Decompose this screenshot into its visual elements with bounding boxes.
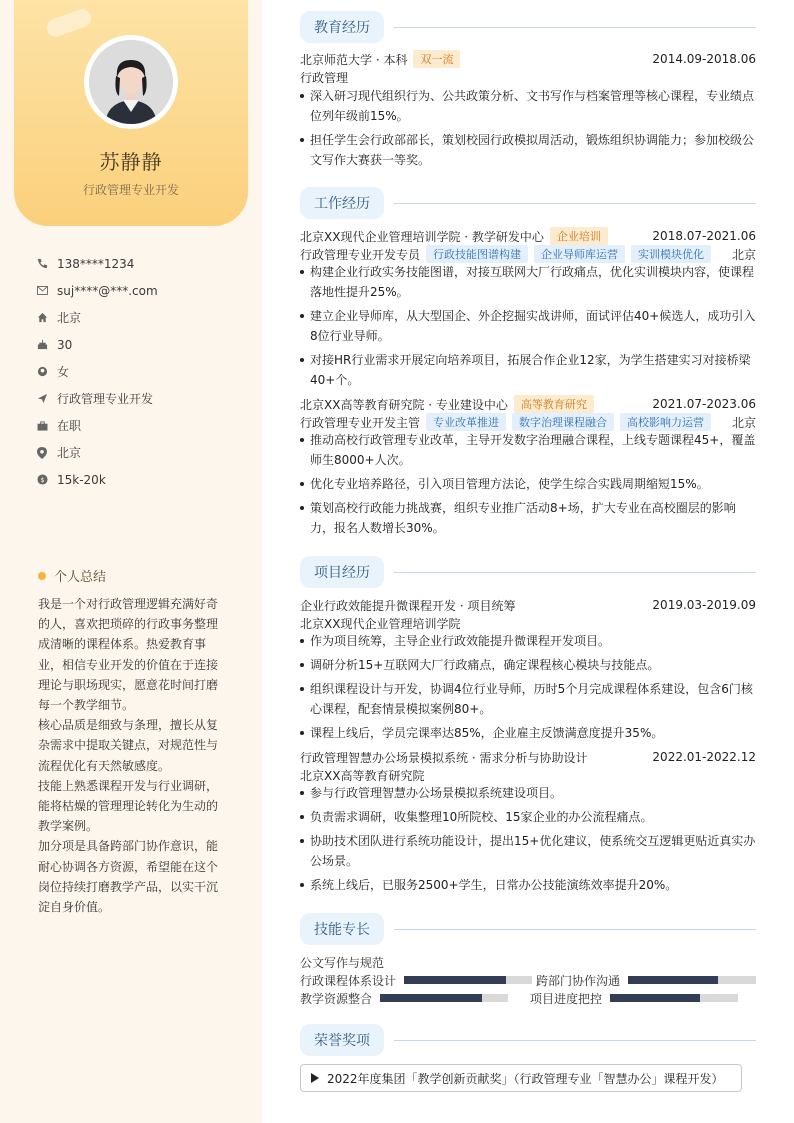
project-org: 北京XX高等教育研究院 bbox=[300, 768, 425, 783]
list-item: 调研分析15+互联网大厂行政痛点，确定课程核心模块与技能点。 bbox=[300, 656, 756, 676]
list-item: 建立企业导师库，从大型国企、外企挖掘实战讲师，面试评估40+候选人，成功引入8位行业导师。 bbox=[300, 307, 756, 346]
sidebar bbox=[0, 0, 262, 1123]
job-position: 行政管理专业开发主管 专业改革推进 数字治理课程融合 高校影响力运营 北京 bbox=[300, 413, 756, 431]
education-major: 行政管理 bbox=[300, 70, 349, 85]
skill-plain: 公文写作与规范 bbox=[300, 955, 385, 970]
list-item: 课程上线后，学员完课率达85%，企业雇主反馈满意度提升35%。 bbox=[300, 724, 756, 744]
project-header: 行政管理智慧办公场景模拟系统 · 需求分析与协助设计 2022.01-2022.12 bbox=[300, 750, 756, 765]
section-work: 工作经历 bbox=[300, 187, 756, 219]
list-item: 策划高校行政能力挑战赛，组织专业推广活动8+场，扩大专业在高校圈层的影响力，报名人数增长30%。 bbox=[300, 499, 756, 538]
summary-heading: 个人总结 bbox=[38, 566, 106, 585]
bullet-dot-icon bbox=[38, 572, 46, 580]
summary-text: 我是一个对行政管理逻辑充满好奇的人，喜欢把琐碎的行政事务整理成清晰的课程体系。热爱教育事业，相信专业开发的价值在于连接理论与职场现实，愿意花时间打磨每一个教学细节。 核心品质是细致与条理，擅长从复杂需求中提取关键点，对规范性与流程优化有天然敏感度。 技能上熟悉课程开发与行业调研，能将枯燥的管理理论转化为生动的教学案例。 加分项是具备跨部门协作意识，能耐心协调各方资源，希望能在这个岗位持续打磨教学产品，以实干沉淀自身价值。 bbox=[38, 597, 219, 915]
job-header: 北京XX高等教育研究院 · 专业建设中心 高等教育研究 2021.07-2023.06 bbox=[300, 397, 756, 412]
education-header: 北京师范大学 · 本科 双一流 2014.09-2018.06 bbox=[300, 52, 756, 67]
list-item: 参与行政管理智慧办公场景模拟系统建设项目。 bbox=[300, 784, 756, 804]
list-item: 深入研习现代组织行为、公共政策分析、文书写作与档案管理等核心课程，专业绩点位列年级前15%。 bbox=[300, 87, 756, 126]
profile-role: 行政管理专业开发 bbox=[82, 183, 179, 197]
list-item: 优化专业培养路径，引入项目管理方法论，使学生综合实践周期缩短15%。 bbox=[300, 475, 756, 495]
list-item: 推动高校行政管理专业改革，主导开发数字治理融合课程，上线专题课程45+，覆盖师生8000+人次。 bbox=[300, 431, 756, 470]
contact-status: 在职 bbox=[36, 412, 158, 439]
avatar bbox=[84, 35, 178, 129]
contact-age: 30 bbox=[36, 331, 158, 358]
phone-icon bbox=[36, 258, 48, 270]
salary-icon bbox=[36, 474, 48, 486]
contact-list bbox=[36, 250, 158, 493]
contact-phone: 138****1234 bbox=[36, 250, 158, 277]
list-item: 作为项目统筹，主导企业行政效能提升微课程开发项目。 bbox=[300, 632, 756, 652]
contact-salary: $ 15k-20k bbox=[36, 466, 158, 493]
award-item[interactable]: 2022年度集团「教学创新贡献奖」（行政管理专业「智慧办公」课程开发） bbox=[300, 1064, 742, 1092]
avatar-portrait-icon bbox=[89, 40, 173, 124]
list-item: 组织课程设计与开发，协调4位行业导师，历时5个月完成课程体系建设，包含6门核心课程，配套情景模拟案例80+。 bbox=[300, 680, 756, 719]
cake-icon bbox=[36, 339, 48, 351]
skill-bar bbox=[380, 994, 508, 1002]
project-org: 北京XX现代企业管理培训学院 bbox=[300, 616, 461, 631]
contact-city: 北京 bbox=[36, 304, 158, 331]
project-header: 企业行政效能提升微课程开发 · 项目统筹 2019.03-2019.09 bbox=[300, 598, 756, 613]
list-item: 对接HR行业需求开展定向培养项目，拓展合作企业12家，为学生搭建实习对接桥梁40+个。 bbox=[300, 351, 756, 390]
profile-name: 苏静静 bbox=[99, 150, 163, 174]
section-awards: 荣誉奖项 bbox=[300, 1024, 756, 1056]
send-icon bbox=[36, 393, 48, 405]
briefcase-icon bbox=[36, 420, 48, 432]
decorative-pill bbox=[44, 7, 93, 40]
home-icon bbox=[36, 312, 48, 324]
skill-levels-row: 教学资源整合 项目进度把控 bbox=[300, 989, 756, 1007]
school-tag: 双一流 bbox=[413, 50, 460, 68]
contact-target-role: 行政管理专业开发 bbox=[36, 385, 158, 412]
skill-bar bbox=[628, 976, 756, 984]
list-item: 协助技术团队进行系统功能设计，提出15+优化建议，使系统交互逻辑更贴近真实办公场景。 bbox=[300, 832, 756, 871]
list-item: 系统上线后，已服务2500+学生，日常办公技能演练效率提升20%。 bbox=[300, 876, 756, 896]
list-item: 担任学生会行政部部长，策划校园行政模拟周活动，锻炼组织协调能力；参加校级公文写作大赛获一等奖。 bbox=[300, 131, 756, 170]
contact-location: 北京 bbox=[36, 439, 158, 466]
section-education: 教育经历 bbox=[300, 11, 756, 43]
job-position: 行政管理专业开发专员 行政技能图谱构建 企业导师库运营 实训模块优化 北京 bbox=[300, 245, 756, 263]
svg-text:$: $ bbox=[39, 475, 45, 484]
skill-bar bbox=[404, 976, 532, 984]
play-icon bbox=[311, 1073, 319, 1083]
list-item: 负责需求调研，收集整理10所院校、15家企业的办公流程痛点。 bbox=[300, 808, 756, 828]
list-item: 构建企业行政实务技能图谱，对接互联网大厂行政痛点，优化实训模块内容，使课程落地性提升25%。 bbox=[300, 263, 756, 302]
contact-email: suj****@***.com bbox=[36, 277, 158, 304]
skill-levels-row: 行政课程体系设计 跨部门协作沟通 bbox=[300, 971, 756, 989]
contact-gender: 女 bbox=[36, 358, 158, 385]
mail-icon bbox=[36, 285, 48, 297]
skill-bar bbox=[610, 994, 738, 1002]
location-icon bbox=[36, 447, 48, 459]
section-projects: 项目经历 bbox=[300, 556, 756, 588]
job-header: 北京XX现代企业管理培训学院 · 教学研发中心 企业培训 2018.07-2021.06 bbox=[300, 229, 756, 244]
gender-icon bbox=[36, 366, 48, 378]
section-skills: 技能专长 bbox=[300, 913, 756, 945]
